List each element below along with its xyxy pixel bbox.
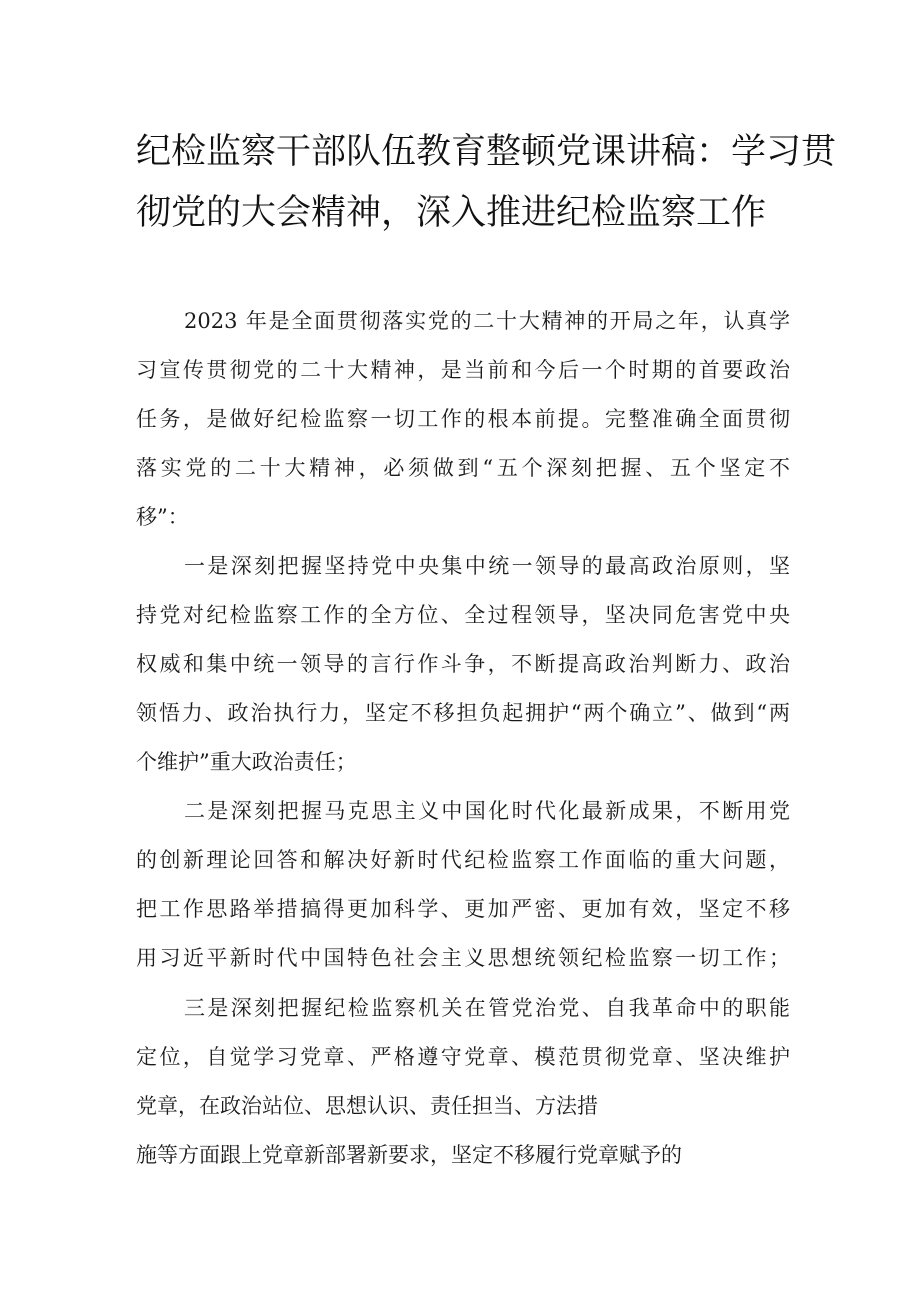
paragraph-line: 定位，自觉学习党章、严格遵守党章、模范贯彻党章、坚决维护	[136, 1045, 790, 1069]
paragraph-line: 任务，是做好纪检监察一切工作的根本前提。完整准确全面贯彻	[136, 407, 790, 431]
paragraph-line: 落实党的二十大精神，必须做到“五个深刻把握、五个坚定不	[136, 456, 790, 480]
paragraph-line: 移”：	[136, 505, 189, 529]
title-line-1: 纪检监察干部队伍教育整顿党课讲稿：学习贯	[136, 132, 837, 172]
paragraph-1	[136, 297, 790, 542]
paragraph-line: 党章，在政治站位、思想认识、责任担当、方法措	[136, 1094, 598, 1118]
paragraph-line: 用习近平新时代中国特色社会主义思想统领纪检监察一切工作；	[136, 946, 790, 970]
paragraph-2	[136, 542, 790, 787]
paragraph-line: 个维护”重大政治责任；	[136, 750, 357, 774]
paragraph-line: 施等方面跟上党章新部署新要求，坚定不移履行党章赋予的	[136, 1143, 682, 1167]
paragraph-line: 二是深刻把握马克思主义中国化时代化最新成果，不断用党	[184, 799, 790, 823]
paragraph-3	[136, 787, 790, 983]
paragraph-line: 的创新理论回答和解决好新时代纪检监察工作面临的重大问题，	[136, 848, 790, 872]
paragraph-line: 三是深刻把握纪检监察机关在管党治党、自我革命中的职能	[184, 996, 790, 1020]
title-line-2: 彻党的大会精神，深入推进纪检监察工作	[136, 193, 767, 233]
paragraph-line: 权威和集中统一领导的言行作斗争，不断提高政治判断力、政治	[136, 652, 790, 676]
paragraph-line: 习宣传贯彻党的二十大精神，是当前和今后一个时期的首要政治	[136, 358, 790, 382]
paragraph-line: 一是深刻把握坚持党中央集中统一领导的最高政治原则，坚	[184, 554, 790, 578]
paragraph-line: 持党对纪检监察工作的全方位、全过程领导，坚决同危害党中央	[136, 603, 790, 627]
paragraph-line: 领悟力、政治执行力，坚定不移担负起拥护“两个确立”、做到“两	[136, 701, 790, 725]
paragraph-line: 把工作思路举措搞得更加科学、更加严密、更加有效，坚定不移	[136, 897, 790, 921]
document-title	[136, 122, 837, 244]
paragraph-line: 2023 年是全面贯彻落实党的二十大精神的开局之年，认真学	[184, 309, 790, 333]
paragraph-4	[136, 984, 790, 1180]
